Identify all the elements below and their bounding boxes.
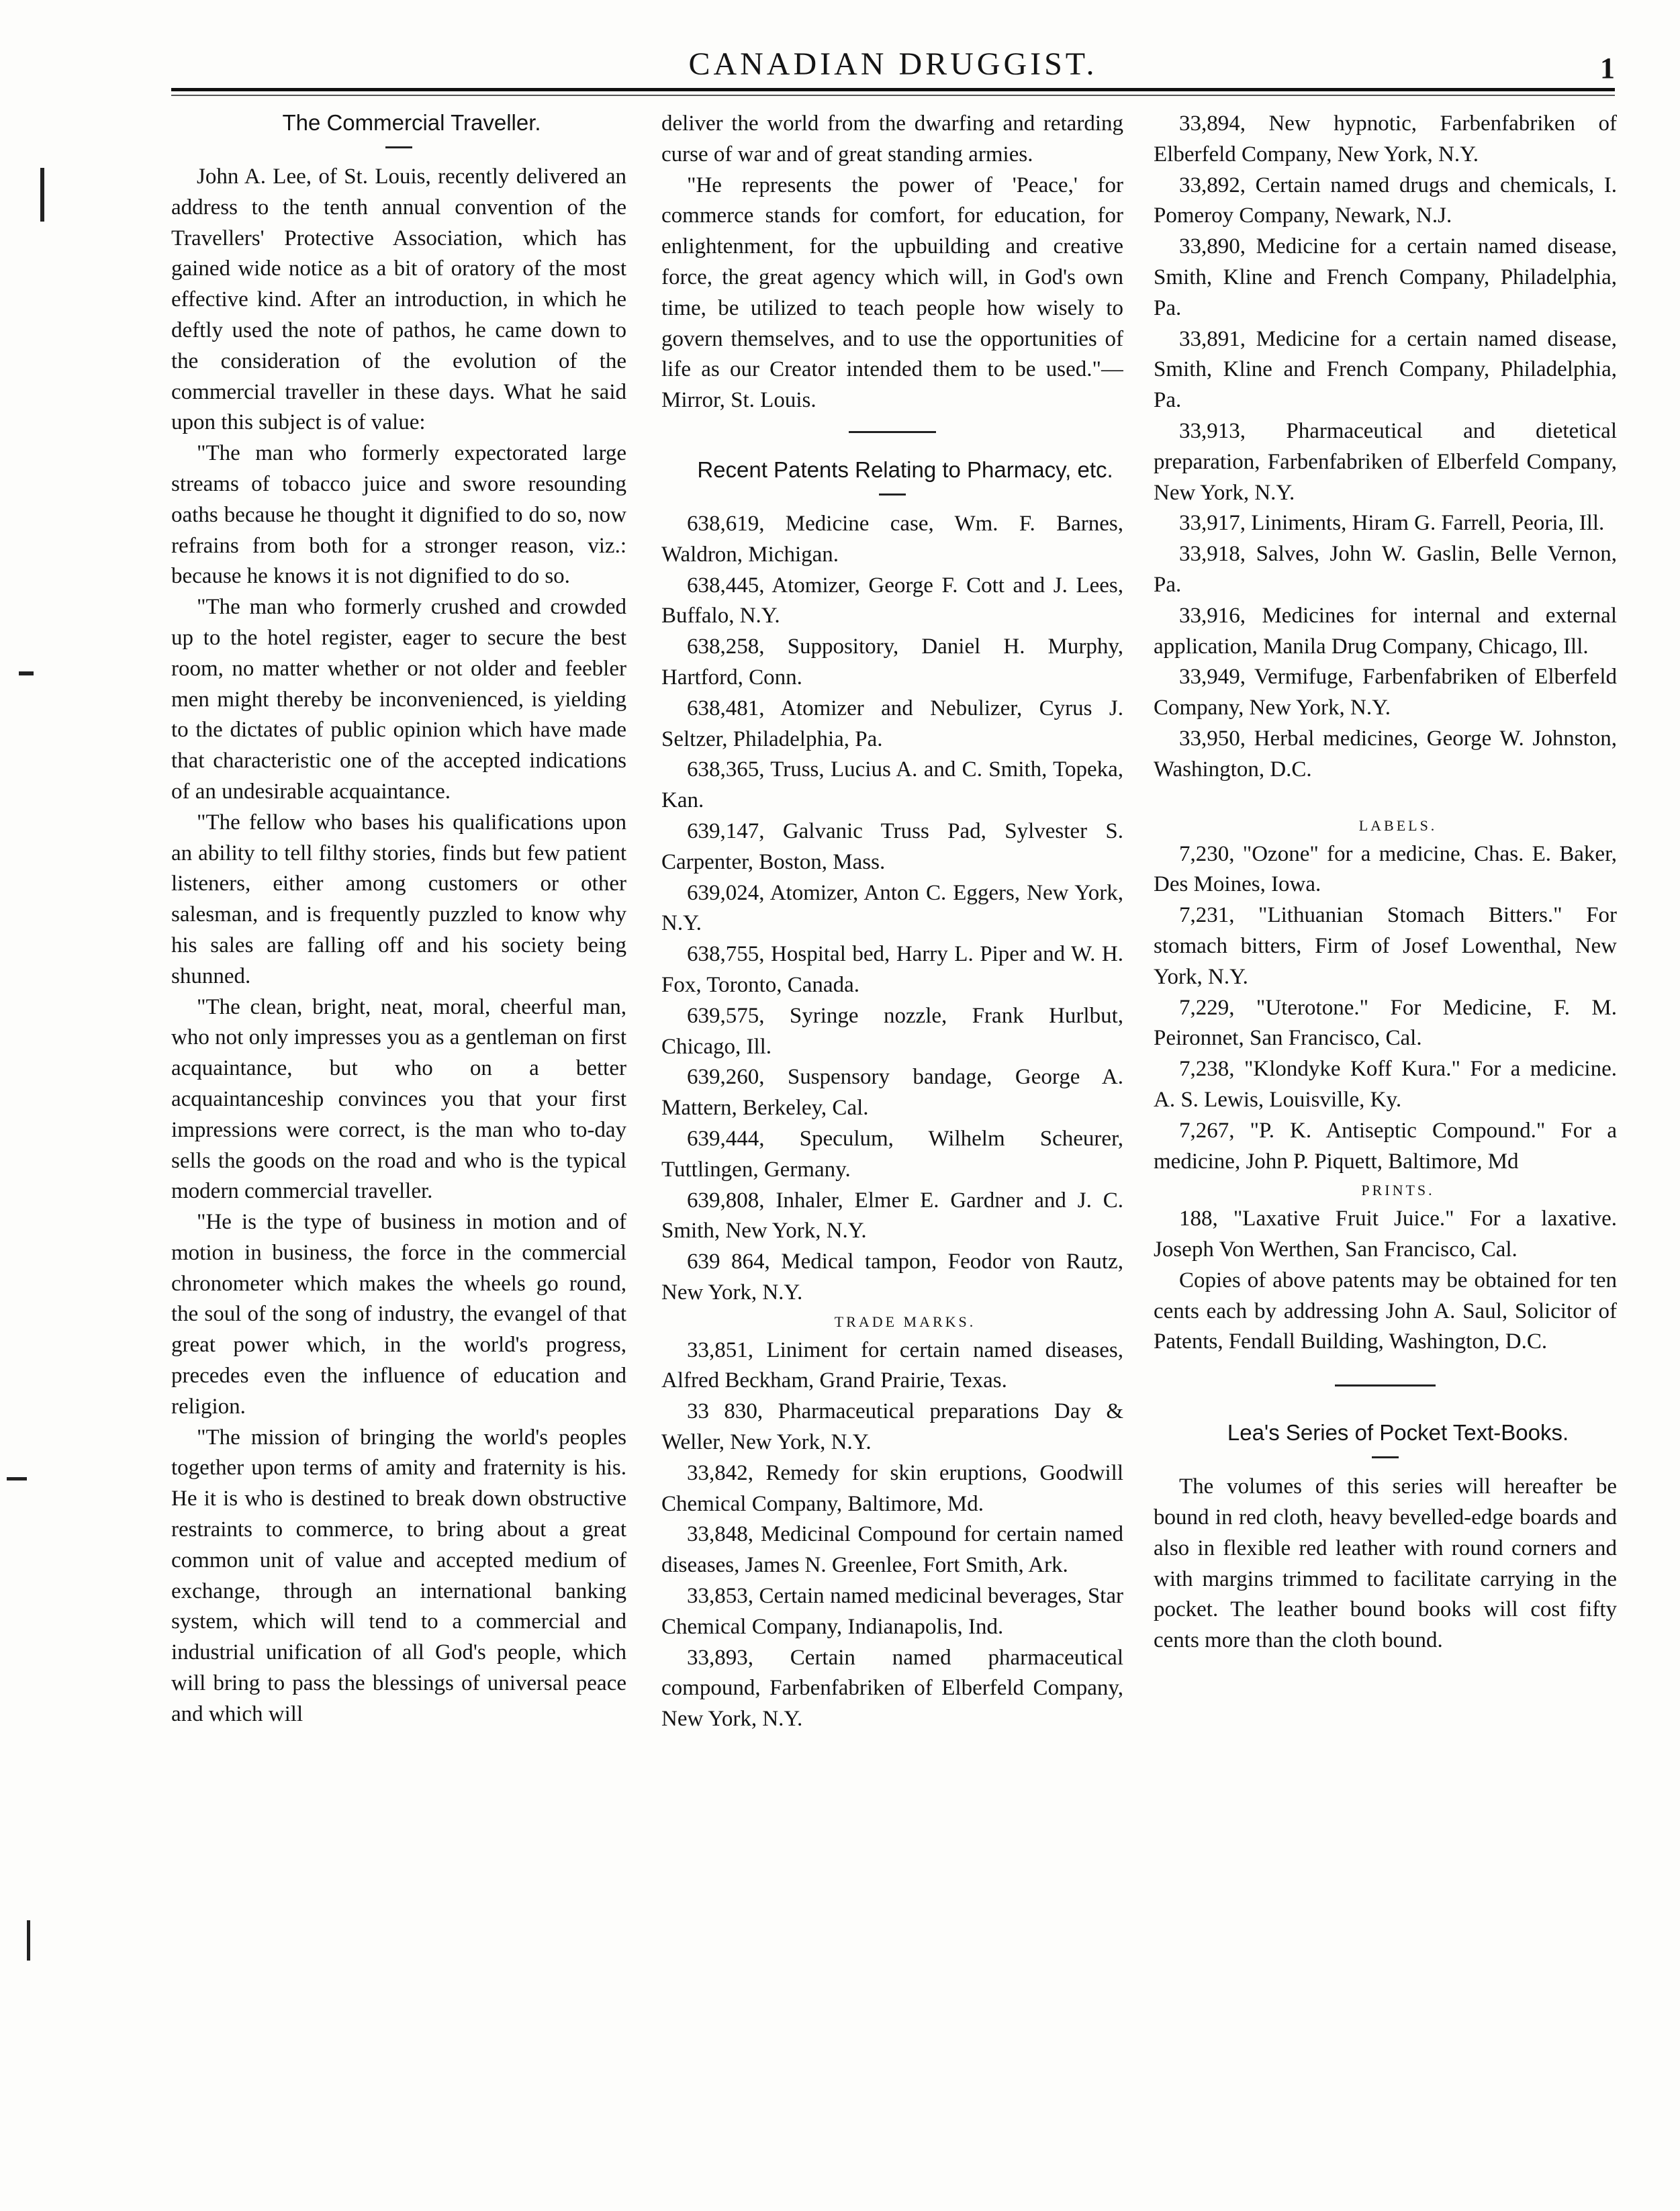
trademark-entry: 33,890, Medicine for a certain named disease, Smith, Kline and French Company, Philadelphia, Pa. bbox=[1154, 234, 1617, 320]
label-entry: 7,231, "Lithuanian Stomach Bitters." For stomach bitters, Firm of Josef Lowenthal, New York, N.Y. bbox=[1154, 903, 1617, 989]
subheading-prints: PRINTS. bbox=[1361, 1182, 1435, 1199]
paragraph: "The man who formerly expectorated large streams of tobacco juice and swore resounding oaths because he thought it dignified to do so, now refrains from both for a stronger reason, viz.: because he knows it is not dignified to do so. bbox=[171, 441, 626, 589]
paragraph: "The mission of bringing the world's peoples together upon terms of amity and fraternity is his. He it is who is destined to break down obstructive restraints to commerce, to bring about a great common unit of value and accepted medium of exchange, through an international banking system, which will tend to a commercial and industrial unification of all God's people, which will bring to pass the blessings of universal peace and which will bbox=[171, 1425, 626, 1726]
trademark-entry: 33,893, Certain named pharmaceutical compound, Farbenfabriken of Elberfeld Company, New York, N.Y. bbox=[661, 1645, 1123, 1732]
column-right bbox=[1154, 109, 1617, 1656]
label-entry: 7,229, "Uterotone." For Medicine, F. M. Peironnet, San Francisco, Cal. bbox=[1154, 995, 1617, 1051]
trademark-entry: 33,842, Remedy for skin eruptions, Goodwill Chemical Company, Baltimore, Md. bbox=[661, 1460, 1123, 1516]
print-entry: 188, "Laxative Fruit Juice." For a laxative. Joseph Von Werthen, San Francisco, Cal. bbox=[1154, 1207, 1617, 1262]
paragraph: "He is the type of business in motion and of motion in business, the force in the commercial chronometer which makes the wheels go round, the soul of the song of industry, the evangel of that great power which, in the world's progress, precedes even the influence of education and religion. bbox=[171, 1210, 626, 1419]
trademark-entry: 33,848, Medicinal Compound for certain named diseases, James N. Greenlee, Fort Smith, Ark. bbox=[661, 1522, 1123, 1578]
trademark-entry: 33,894, New hypnotic, Farbenfabriken of Elberfeld Company, New York, N.Y. bbox=[1154, 111, 1617, 167]
patent-entry: 639,147, Galvanic Truss Pad, Sylvester S. Carpenter, Boston, Mass. bbox=[661, 818, 1123, 874]
trademark-entry: 33,853, Certain named medicinal beverages, Star Chemical Company, Indianapolis, Ind. bbox=[661, 1584, 1123, 1639]
column-middle bbox=[661, 109, 1123, 1735]
trademark-entry: 33,916, Medicines for internal and external application, Manila Drug Company, Chicago, Ill. bbox=[1154, 603, 1617, 659]
copies-note: Copies of above patents may be obtained for ten cents each by addressing John A. Saul, Solicitor of Patents, Fendall Building, Washington, D.C. bbox=[1154, 1268, 1617, 1354]
paragraph: "The man who formerly crushed and crowded up to the hotel register, eager to secure the best room, no matter whether or not older and feebler men might thereby be inconvenienced, is yielding to the dictates of public opinion which have made that characteristic one of the accepted indications of an undesirable acquaintance. bbox=[171, 595, 626, 804]
paragraph: "The clean, bright, neat, moral, cheerful man, who not only impresses you as a gentleman on first acquaintance, but who on a better acquaintanceship convinces you that your first impressions were correct, is the man who to-day sells the goods on the road and who is the typical modern commercial traveller. bbox=[171, 994, 626, 1204]
subheading-trade-marks: TRADE MARKS. bbox=[834, 1313, 976, 1330]
paragraph-continuation: deliver the world from the dwarfing and retarding curse of war and of great standing armies. bbox=[661, 111, 1123, 167]
trademark-entry: 33 830, Pharmaceutical preparations Day & Weller, New York, N.Y. bbox=[661, 1399, 1123, 1455]
article-heading-leas-series: Lea's Series of Pocket Text-Books. bbox=[1227, 1420, 1569, 1446]
patent-entry: 638,445, Atomizer, George F. Cott and J. Lees, Buffalo, N.Y. bbox=[661, 573, 1123, 628]
subheading-labels: LABELS. bbox=[1358, 816, 1438, 834]
patent-entry: 639 864, Medical tampon, Feodor von Rautz, New York, N.Y. bbox=[661, 1250, 1123, 1305]
patent-entry: 638,619, Medicine case, Wm. F. Barnes, Waldron, Michigan. bbox=[661, 511, 1123, 567]
patent-entry: 639,024, Atomizer, Anton C. Eggers, New York, N.Y. bbox=[661, 880, 1123, 936]
heading-dash bbox=[879, 493, 906, 496]
page-number: 1 bbox=[1600, 52, 1615, 85]
trademark-entry: 33,949, Vermifuge, Farbenfabriken of Elberfeld Company, New York, N.Y. bbox=[1154, 665, 1617, 720]
scan-mark bbox=[27, 1920, 30, 1961]
label-entry: 7,230, "Ozone" for a medicine, Chas. E. Baker, Des Moines, Iowa. bbox=[1154, 841, 1617, 897]
patent-entry: 638,481, Atomizer and Nebulizer, Cyrus J. Seltzer, Philadelphia, Pa. bbox=[661, 696, 1123, 751]
paragraph: "He represents the power of 'Peace,' for commerce stands for comfort, for education, for enlightenment, for the upbuilding and creative force, the great agency which will, in God's own time, be utilized to teach people how wisely to govern themselves, and to use the opportunities of life as our Creator intended them to be used."—Mirror, St. Louis. bbox=[661, 173, 1123, 413]
trademark-entry: 33,918, Salves, John W. Gaslin, Belle Vernon, Pa. bbox=[1154, 542, 1617, 597]
paragraph: John A. Lee, of St. Louis, recently delivered an address to the tenth annual convention of the Travellers' Protective Association, which has gained wide notice as a bit of oratory of the most effective kind. After an introduction, in which he deftly used the note of pathos, he came down to the consideration of the evolution of the commercial traveller in these days. What he said upon this subject is of value: bbox=[171, 164, 626, 435]
scan-mark bbox=[40, 168, 44, 222]
paragraph: "The fellow who bases his qualifications upon an ability to tell filthy stories, finds but few patient listeners, either among customers or other salesman, and is frequently puzzled to know why his sales are falling off and his society being shunned. bbox=[171, 810, 626, 988]
section-separator bbox=[1335, 1384, 1436, 1386]
column-left bbox=[171, 109, 626, 1730]
header-rule bbox=[171, 88, 1615, 91]
patent-entry: 638,258, Suppository, Daniel H. Murphy, Hartford, Conn. bbox=[661, 634, 1123, 690]
label-entry: 7,238, "Klondyke Koff Kura." For a medicine. A. S. Lewis, Louisville, Ky. bbox=[1154, 1057, 1617, 1112]
patent-entry: 639,444, Speculum, Wilhelm Scheurer, Tuttlingen, Germany. bbox=[661, 1126, 1123, 1182]
trademark-entry: 33,913, Pharmaceutical and dietetical preparation, Farbenfabriken of Elberfeld Company, New York, N.Y. bbox=[1154, 418, 1617, 505]
scan-mark bbox=[7, 1477, 27, 1480]
section-separator bbox=[849, 431, 936, 433]
patent-entry: 638,365, Truss, Lucius A. and C. Smith, Topeka, Kan. bbox=[661, 757, 1123, 813]
label-entry: 7,267, "P. K. Antiseptic Compound." For a medicine, John P. Piquett, Baltimore, Md bbox=[1154, 1118, 1617, 1174]
patent-entry: 638,755, Hospital bed, Harry L. Piper and W. H. Fox, Toronto, Canada. bbox=[661, 942, 1123, 997]
heading-dash bbox=[385, 146, 412, 148]
patent-entry: 639,808, Inhaler, Elmer E. Gardner and J. C. Smith, New York, N.Y. bbox=[661, 1188, 1123, 1243]
header-rule-thin bbox=[171, 95, 1615, 96]
trademark-entry: 33,892, Certain named drugs and chemicals, I. Pomeroy Company, Newark, N.J. bbox=[1154, 173, 1617, 228]
trademark-entry: 33,891, Medicine for a certain named disease, Smith, Kline and French Company, Philadelphia, Pa. bbox=[1154, 326, 1617, 413]
trademark-entry: 33,851, Liniment for certain named diseases, Alfred Beckham, Grand Prairie, Texas. bbox=[661, 1337, 1123, 1393]
trademark-entry: 33,950, Herbal medicines, George W. Johnston, Washington, D.C. bbox=[1154, 726, 1617, 782]
patent-entry: 639,575, Syringe nozzle, Frank Hurlbut, Chicago, Ill. bbox=[661, 1003, 1123, 1059]
heading-dash bbox=[1372, 1456, 1399, 1458]
running-title: CANADIAN DRUGGIST. bbox=[688, 46, 1098, 82]
scan-mark bbox=[19, 671, 34, 675]
patent-entry: 639,260, Suspensory bandage, George A. Mattern, Berkeley, Cal. bbox=[661, 1065, 1123, 1121]
article-heading-commercial-traveller: The Commercial Traveller. bbox=[282, 110, 541, 135]
trademark-entry: 33,917, Liniments, Hiram G. Farrell, Peoria, Ill. bbox=[1179, 511, 1605, 536]
article-heading-patents: Recent Patents Relating to Pharmacy, etc. bbox=[697, 457, 1113, 482]
paragraph: The volumes of this series will hereafter be bound in red cloth, heavy bevelled-edge boards and also in flexible red leather with round corners and with margins trimmed to facilitate carrying in the pocket. The leather bound books will cost fifty cents more than the cloth bound. bbox=[1154, 1474, 1617, 1653]
